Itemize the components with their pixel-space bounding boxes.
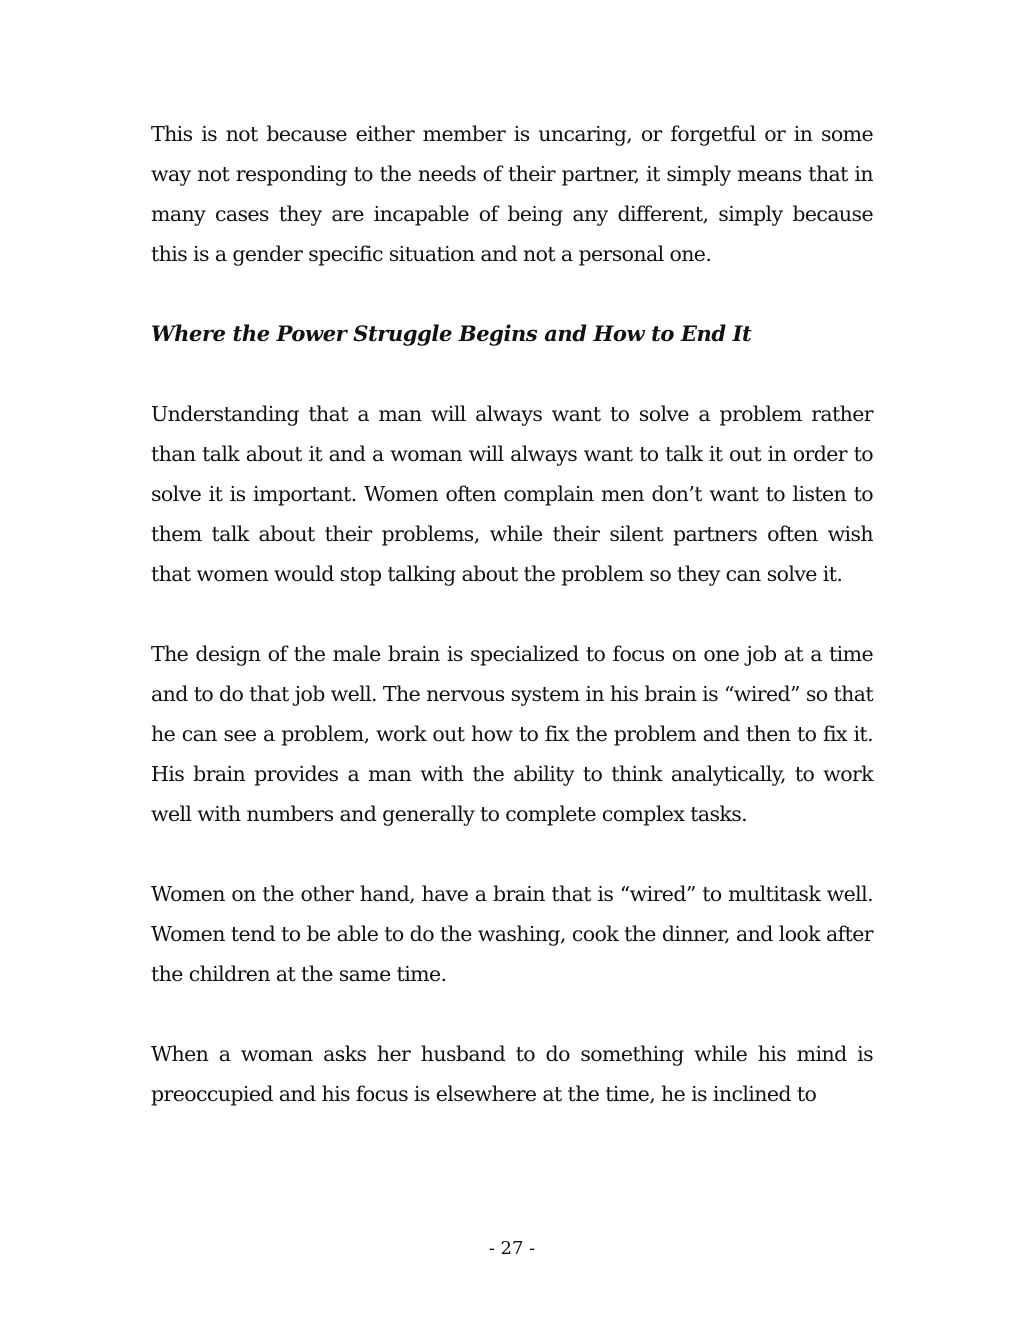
section-heading: Where the Power Struggle Begins and How to End It bbox=[151, 321, 752, 346]
paragraph-male-brain: The design of the male brain is specialized to focus on one job at a time and to do that job well. The nervous system in his brain is “wired” so that he can see a problem, work out how to fix the problem and then to fix it. His brain provides a man with the ability to think analytically, to work well with numbers and generally to complete complex tasks. bbox=[151, 642, 873, 826]
paragraph-female-brain: Women on the other hand, have a brain that is “wired” to multitask well. Women tend to be able to do the washing, cook the dinner, and look after the children at the same time. bbox=[151, 882, 873, 986]
paragraph-preoccupied: When a woman asks her husband to do something while his mind is preoccupied and his focus is elsewhere at the time, he is inclined to bbox=[151, 1042, 873, 1106]
paragraph-gender-situation: This is not because either member is uncaring, or forgetful or in some way not responding to the needs of their partner, it simply means that in many cases they are incapable of being any different, simply because this is a gender specific situation and not a personal one. bbox=[151, 122, 873, 266]
page-content bbox=[151, 114, 873, 1154]
paragraph-solve-vs-talk: Understanding that a man will always want to solve a problem rather than talk about it and a woman will always want to talk it out in order to solve it is important. Women often complain men don’t want to listen to them talk about their problems, while their silent partners often wish that women would stop talking about the problem so they can solve it. bbox=[151, 402, 873, 586]
page-number: - 27 - bbox=[488, 1238, 536, 1259]
